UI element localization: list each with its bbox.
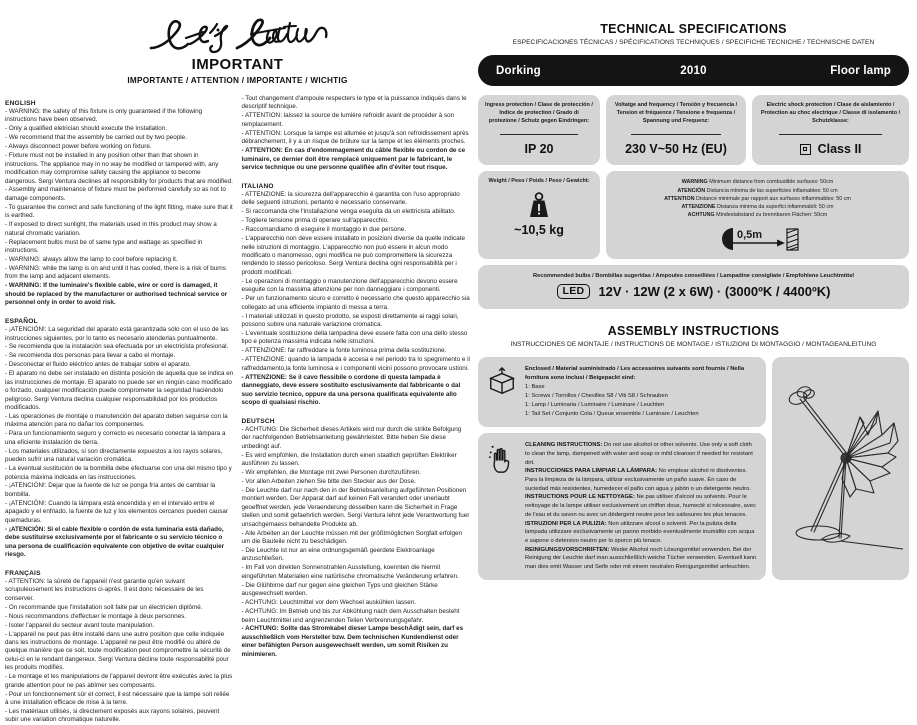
safety-paragraph: - Para un funcionamiento seguro y correcto es necesario conectar la lámpara a una eficiente instalación de tierra. xyxy=(5,430,226,446)
safety-paragraph: - Wir empfehlen, die Montage mit zwei Personen durchzuführen. xyxy=(241,469,422,477)
assembly-content-row xyxy=(478,357,909,579)
recommended-bulbs-value-row xyxy=(557,284,831,299)
recommended-bulbs-card xyxy=(478,265,909,309)
cleaning-instruction-block: ISTRUZIONI PER LA PULIZIA: Non utilizzare alcool o solventi. Per la pulizia della lampada utilizzare esclusivamente un panno morbido eventualmente inumidito con acqua e sapone o detersivo neutro per lo sporco più tenace. xyxy=(525,520,755,544)
weight-card xyxy=(478,171,600,259)
weight-icon xyxy=(524,191,554,221)
voltage-frequency-label: Voltatge and frequency / Tensión y frecuencia / Tension et fréquence / Tensione e frequenza / Spannung und Frequenz: xyxy=(614,102,738,124)
cleaning-hand-icon xyxy=(487,443,517,475)
language-heading: ITALIANO xyxy=(241,182,274,190)
technical-specifications-panel xyxy=(474,0,917,648)
floor-lamp-illustration xyxy=(778,361,903,576)
safety-paragraph: - WARNING: always allow the lamp to cool before replacing it. xyxy=(5,255,178,263)
recommended-bulbs-label: Recommended bulbs / Bombillas sugeridas / Ampoules conseillées / Lampadine consigliate / Empfohlene Leuchtmittel xyxy=(533,273,854,280)
safety-paragraph: - Las operaciones de montaje o manutención del aparato deben seguirse con la máxima atención para no dañar los componentes. xyxy=(5,412,228,429)
safety-paragraph: - La eventual sustitución de la bombilla debe efectuarse con una del mismo tipo y potencia máxima indicada en las instrucciones. xyxy=(5,465,232,481)
open-box-icon-wrapper xyxy=(487,365,517,419)
spec-card-row-1 xyxy=(478,95,909,165)
recommended-bulbs-value: 12V · 12W (2 x 6W) · (3000ºK / 4400ºK) xyxy=(598,284,831,300)
voltage-frequency-card xyxy=(606,95,746,165)
divider xyxy=(500,134,578,135)
legal-column-1 xyxy=(5,95,234,725)
enclosed-contents-text xyxy=(525,365,757,419)
safety-paragraph: - Nous recommandons d'effectuer le montage à deux personnes. xyxy=(5,612,187,620)
safety-paragraph-emphasised: - ATTENTION: En cas d'endommagement du câble flexible ou cordon de ce luminaire, ce dernier doit être remplacé uniquement par le fabricant, le service technique ou une personne qualifiée afin d'éviter tout risque. xyxy=(241,147,466,171)
safety-paragraph: - Le montage et les manipulations de l'appareil devront être exécutés avec la plus grande attention pour ne pas abîmer ses composants. xyxy=(5,673,233,689)
enclosed-item-list xyxy=(525,383,757,419)
cleaning-instruction-tag: ISTRUZIONI PER LA PULIZIA: xyxy=(525,520,607,527)
safety-paragraph: - El aparato no debe ser instalado en distinta posición de aquella que se indica en las instrucciones de montaje. El aparato no puede ser en ningún caso modificado o forzado, cualquier modificación puede comprometer la seguridad haciéndolo peligroso. Sergi Ventura declina cualquier responsabilidad por los productos modificados. xyxy=(5,370,234,411)
assembly-text-column xyxy=(478,357,766,579)
cleaning-instruction-block: CLEANING INSTRUCTIONS: Do not use alcohol or other solvents. Use only a soft cloth to clean the lamp, dampened with water and soap or mild cleanser if needed for resistant dirt. xyxy=(525,442,753,466)
safety-paragraph: - Alle Arbeiten an der Leuchte müssen mit der größtmöglichen Sorgfalt erfolgen um die Bauteile nicht zu beschädigen. xyxy=(241,529,463,546)
safety-paragraph: - On recommande que l'installation soit faite par un électricien diplômé. xyxy=(5,603,203,611)
safety-paragraph: - ACHTUNG: Die Sicherheit dieses Artikels wird nur durch die strikte Befolgung der nachfolgenden Betriebsanleitung gewährleistet. Bitte heben Sie diese unbedingt auf. xyxy=(241,425,462,450)
safety-paragraph: - If exposed to direct sunlight, the materials used in this product may show a natural chromatic variation. xyxy=(5,221,217,237)
led-badge-icon: LED xyxy=(557,284,591,299)
safety-paragraph: - L'appareil ne peut pas être installé dans une autre position que celle indiquée dans les instructions de montage. L'appareil ne peut être modifié ou altéré de quelque manière que ce soit, toute modification peut compromettre la sécurité de celui-ci en le rendant dangereux. Sergi Ventura décline toute responsabilité pour les produits modifiés. xyxy=(5,630,231,672)
shock-protection-card xyxy=(752,95,909,165)
safety-paragraph: - ¡ATENCIÓN!: La seguridad del aparato está garantizada sólo con el uso de las instrucciones siguientes, por lo tanto es necesario atenderlas puntualmente. xyxy=(5,326,229,342)
safety-paragraph: - Fixture must not be installed in any position other than that shown in instructions. The appliance may in no way be modified or tampered with, any modification may compromise safety causing the appliance to become dangerous. Sergi Ventura declines all responsibility for products that are modified. xyxy=(5,152,233,185)
tech-spec-subtitle: ESPECIFICACIONES TÉCNICAS / SPÉCIFICATIONS TECHNIQUES / SPECIFICHE TECNICHE / TECHNISCHE DATEN xyxy=(512,39,875,46)
safety-paragraph: - Only a qualified eletrician should execute the installation. xyxy=(5,125,168,133)
section-spacer xyxy=(5,560,234,565)
weight-value: ~10,5 kg xyxy=(514,223,564,238)
safety-paragraph: - ATTENTION: la sûreté de l'appareil n'est garantie qu'en suivant scrupuleusement les instructions ci-après. Il est donc nécessaire de les conserver. xyxy=(5,577,204,602)
ingress-protection-card xyxy=(478,95,600,165)
safety-paragraph: - ATTENTION: Lorsque la lampe est allumée et jusqu'à son refroidissement après débranchement, il y a un risque de brûlure sur la lampe et les éléments proches. xyxy=(241,129,469,146)
language-heading: FRANÇAIS xyxy=(5,569,41,577)
weight-label: Weight / Peso / Poids / Peso / Gewicht: xyxy=(488,178,590,185)
distance-diagram-icon xyxy=(713,224,803,252)
section-spacer xyxy=(242,173,471,178)
ingress-protection-label: Ingress protection / Clase de protección / Indice de protection / Grado di protezione / Schutz gegen Eindringen: xyxy=(485,102,593,124)
safety-paragraph: - We recommend that the assembly be carried out by two people. xyxy=(5,134,187,142)
language-heading: ESPAÑOL xyxy=(5,318,38,326)
safety-paragraph: - Per un funzionamento sicuro e corretto è necessario che questo apparecchio sia collegato ad una efficiente impianto di messa a terra. xyxy=(241,295,470,311)
safety-paragraph-emphasised: - ATTENZIONE: Se il cavo flessibile o cordone di questa lampada è danneggiato, deve essere sostituito esclusivamente dal fabbricante o dal suo servizio tecnico, oppure da una persona qualificata equivalente allo scopo di qualsiasi rischio. xyxy=(241,373,461,406)
spec-card-row-2 xyxy=(478,171,909,259)
legal-column-2 xyxy=(242,95,471,725)
section-spacer xyxy=(242,408,471,413)
distance-warning-line: ACHTUNG Mindestabstand zu brennbaren Flächen: 50cm xyxy=(687,212,828,219)
safety-paragraph: - ATTENZIONE: la sicurezza dell'apparecchio è garantita con l'uso appropriato delle seguenti istruzioni, pertanto è necessario conservarle. xyxy=(241,190,460,207)
distance-warning-line: ATTENTION Distance minimale par rapport aux surfaces inflammables: 50 cm xyxy=(664,195,851,202)
safety-paragraph: - Pour un fonctionnement sûr et correct, il est nécessaire que la lampe soit reliée à une installation efficace de mise à la terre. xyxy=(5,690,230,706)
safety-paragraph: - Togliere tensione prima di operare sull'apparecchio. xyxy=(241,217,389,225)
enclosed-item: 1: Tail Set / Conjunto Cola / Queue ensemble / Luminare / Leuchten xyxy=(525,411,699,418)
safety-paragraph: - Vor allen Arbeiten ziehen Sie bitte den Stecker aus der Dose. xyxy=(241,478,416,485)
open-box-icon xyxy=(487,367,517,397)
minimum-distance-card xyxy=(606,171,909,259)
cleaning-instruction-tag: CLEANING INSTRUCTIONS: xyxy=(525,442,603,449)
safety-paragraph-emphasised: - ACHTUNG: Sollte das Stromkabel dieser Lampe beschÄdigt sein, darf es ausschließlich vom Hersteller bzw. Dem technischen Kundendienst oder einer befähigten Person ausgewechselt werden, um somit Risiken zu minimieren. xyxy=(241,625,464,658)
model-year: 2010 xyxy=(680,64,707,77)
safety-paragraph-emphasised: - ¡ATENCIÓN: Si el cable flexible o cordón de esta luminaria está dañado, debe sustituirse exclusivamente por el fabricante o su servicio técnico o una persona de cualificación equivalente con objetivo de evitar cualquier riesgo. xyxy=(5,525,225,558)
class-two-double-insulation-icon xyxy=(800,144,811,155)
safety-paragraph: - L'eventuale sostituzione della lampadina deve essere fatta con una dello stesso tipo e potenza massima indicata nelle istruzioni. xyxy=(241,329,468,346)
brand-header xyxy=(5,6,470,85)
safety-paragraph: - ACHTUNG: Im Betrieb und bis zur Abkühlung nach dem Ausschalten besteht beim Leuchtmittel und angrenzenden Teilen Verbrennungsgefahr. xyxy=(241,608,460,624)
safety-paragraph: - To guarantee the correct and safe functioning of the light fitting, make sure that it is earthed. xyxy=(5,203,233,220)
shock-protection-label: Electric shock protection / Clase de aislamiento / Protection au choc electrique / Classe di isolamento / Schutzklasse: xyxy=(760,102,901,124)
safety-paragraph: - WARNING: while the lamp is on and until it has cooled, there is a risk of burns from the lamp and adjacent elements. xyxy=(5,264,226,281)
distance-warning-line: ATENCIÓN Distancia mínima de las superficies inflamables: 50 cm xyxy=(677,187,838,194)
distance-warning-tag: ATTENTION xyxy=(664,195,697,202)
model-identification-bar xyxy=(478,55,909,86)
safety-paragraph: - I materiali utilizzati in questo prodotto, se esposti direttamente ai raggi solari, possono subire una naturale variazione cromatica. xyxy=(241,312,459,328)
cleaning-hand-icon-wrapper xyxy=(487,441,517,571)
safety-paragraph: - Tout changement d'ampoule respecters le type et la puissance indiqués dans le descriptif technique. xyxy=(241,95,467,111)
distance-figure-label: 0,5m xyxy=(736,229,762,242)
legal-text-columns xyxy=(5,95,470,725)
safety-paragraph: - Die Leuchte darf nur nach den in der Betriebsanleitung aufgeführten Positionen montiert werden. Der Apparat darf auf keinen Fall verandert oder unerlaubt geoeffnet werden, jede Veraenderung desselben kann die Sicherheit in Frage stellen und somit gefaehrlich werden. Sergi Ventura lehnt jede Verantwortung fuer unsachgemaess behandelte Produkte ab. xyxy=(241,486,470,528)
enclosed-item: 1: Screws / Tornillos / Chevilles S8 / Viti S8 / Schrauben xyxy=(525,393,668,400)
enclosed-item: 1: Base xyxy=(525,384,545,391)
distance-warning-tag: ATENCIÓN xyxy=(677,187,707,194)
safety-paragraph: - ACHTUNG: Leuchtmittel vor dem Wechsel auskühlen lassen. xyxy=(241,599,417,607)
distance-warning-line: WARNING Minimum distance from combustible surfaces: 50cm xyxy=(681,179,834,186)
divider xyxy=(779,134,882,135)
safety-paragraph: - Se recomienda que la instalación sea efectuada por un electricista profesional. xyxy=(5,343,229,351)
safety-paragraph: - L'apparecchio non deve essere installato in posizioni diverse da quelle indicate nelle istruzioni di montaggio. L'apparecchio non può essere in alcun modo modificato o manomesso, ogni modifica ne può compromettere la sicurezza rendendo lo stesso pericoloso. Sergi Ventura declina ogni responsabilità per i prodotti modificati. xyxy=(241,235,465,276)
cleaning-instruction-block: INSTRUCTIONS POUR LE NETTOYAGE: Ne pas utiliser d'alcool ou solvents. Pour le nettoyage de la lampe utiliser exclusivement un chiffon doux, humecté si nécessaire, avec de l'eau et du savon ou avec un dédergent neutre pour les salissures les plus tenaces. xyxy=(525,494,756,518)
safety-paragraph: - ¡ATENCIÓN!: Cuando la lámpara está encendida y en el intervalo entre el apagado y el enfriado, la fuente de luz y los elementos cercanos pueden causar quemaduras. xyxy=(5,499,228,524)
safety-paragraph: - Si raccomanda che l'installazione venga eseguita da un elettricista abilitato. xyxy=(241,208,456,216)
distance-warning-tag: ATTENZIONE xyxy=(681,204,717,210)
enclosed-contents-card xyxy=(478,357,766,427)
safety-paragraph: - Le operazioni di montaggio o manutenzione dell'apparecchio devono essere eseguite con la massima attenzione per non danneggiare i componenti. xyxy=(241,277,458,294)
distance-warning-tag: WARNING xyxy=(681,179,710,186)
sergi-ventura-signature-logo xyxy=(143,14,333,56)
cleaning-instruction-block: REINIGUNGSVORSCHRIFTEN: Weder Alkohol noch Lösungsmittel verwenden. Bei der Reinigung der Leuchte darf man ausschließlich weiche Tücher verwenden. Eventuell kann man dies emit Wasser und Seife oder mit einem neutralen Reinigungsmittel anfeuchten. xyxy=(525,546,757,570)
minimum-distance-warning-lines xyxy=(664,178,851,219)
safety-paragraph: - Les matériaux utilisés, si directement exposés aux rayons solaires, peuvent subir une variation chromatique naturelle. xyxy=(5,707,220,724)
safety-paragraph: - Es wird empfohlen, die Installation durch einen staatlich geprüften Elektriker ausführen zu lassen. xyxy=(241,451,457,468)
distance-warning-tag: ACHTUNG xyxy=(687,212,717,219)
safety-paragraph: - Raccomandiamo di eseguire il montaggio in due persone. xyxy=(241,226,407,234)
safety-paragraph-emphasised: - WARNING: If the luminaire's flexible cable, wire or cord is damaged, it should be replaced by the manufacturer or authorised technical service or personnel only in order to avoid risk. xyxy=(5,282,228,307)
safety-paragraph: - WARNING: the safety of this fixture is only guaranteed if the following instructions have been observed. xyxy=(5,108,203,124)
safety-paragraph: - Desconectar el fluido eléctrico antes de trabajar sobre el aparato. xyxy=(5,361,191,369)
safety-paragraph: - Replacement bulbs must be of same type and wattage as specified in instructions. xyxy=(5,238,203,254)
page-title: IMPORTANT xyxy=(191,56,284,73)
safety-paragraph: - Assembly and maintenance of fixture must be performed carefully so as not to damage components. xyxy=(5,186,226,202)
safety-paragraph: - Los materiales utilizados, si son directamente expuestos a los rayos solares, pueden sufrir una natural variación cromática. xyxy=(5,447,223,464)
cleaning-instruction-tag: INSTRUCCIONES PARA LIMPIAR LA LÁMPARA: xyxy=(525,468,658,475)
shock-protection-value: Class II xyxy=(817,142,862,157)
cleaning-instruction-tag: INSTRUCTIONS POUR LE NETTOYAGE: xyxy=(525,494,635,501)
assembly-instructions-title: ASSEMBLY INSTRUCTIONS xyxy=(607,324,780,339)
safety-paragraph: - Se recomienda dos personas para llevar a cabo el montaje. xyxy=(5,352,176,360)
enclosed-item: 1: Lamp / Luminaria / Luminaire / Luminare / Leuchten xyxy=(525,402,665,409)
enclosed-heading: Enclosed / Material suministrado / Les accessoires suivants sont fournis / Nella fornitura sono inclusi / Beigepackt sind: xyxy=(525,366,745,382)
assembly-instructions-subtitle: INSTRUCCIONES DE MONTAJE / INSTRUCTIONS DE MONTAGE / ISTIUZIONI DI MONTAGGIO / MONTAGEANLEITUNG xyxy=(510,341,877,349)
model-name: Dorking xyxy=(496,64,541,77)
model-type: Floor lamp xyxy=(830,64,891,77)
ingress-protection-value: IP 20 xyxy=(524,142,554,157)
product-illustration-card xyxy=(772,357,909,579)
voltage-frequency-value: 230 V~50 Hz (EU) xyxy=(625,142,727,157)
page-subtitle: IMPORTANTE / ATTENTION / IMPORTANTE / WICHTIG xyxy=(127,76,348,85)
language-heading: DEUTSCH xyxy=(241,417,275,425)
distance-warning-line: ATTENZIONE Distanza minima da superfici infiammabili: 50 cm xyxy=(681,204,834,210)
safety-paragraph: - Always disconnect power before working on fixture. xyxy=(5,143,152,151)
minimum-distance-figure xyxy=(713,224,803,252)
cleaning-instructions-text xyxy=(525,441,757,571)
safety-paragraph: - ATTENTION: laissez la source de lumière refroidir avant de procéder à son remplacement. xyxy=(241,112,455,128)
safety-paragraph: - ATTENZIONE: quando la lampada è accesa e nel periodo tra lo spegnimento e il raffreddamento,la fonte luminosa e i componenti vicini possono provocare ustioni. xyxy=(241,356,470,372)
language-heading: ENGLISH xyxy=(5,100,36,107)
safety-paragraph: - Isoler l'appareil du secteur avant toute manipulation. xyxy=(5,621,155,629)
cleaning-instructions-card xyxy=(478,433,766,579)
safety-paragraph: - ATTENZIONE: far raffreddare la fonte luminosa prima della sostituzione. xyxy=(241,347,447,355)
safety-paragraph: - Die Glühbirne darf nur gegen eine gleichen Typs und gleichen Stärke ausgewechselt werden. xyxy=(241,581,438,598)
section-spacer xyxy=(5,308,234,313)
cleaning-instruction-block: INSTRUCCIONES PARA LIMPIAR LA LÁMPARA: No emplear alcohol ni disolventes. Para la limpieza de la lámpara, utilizar exclusivamente un paño suave. En caso de suciedad más resistentes, humedecer el paño con agua y jabón o un detergente neutro. xyxy=(525,468,751,492)
safety-paragraph: - Im Fall von direkten Sonnenstrahlen Ausstellung, koennten die hiermit eingeführten Materialien eine natürlische chromatische Veränderung erfahren. xyxy=(241,564,459,580)
safety-paragraph: - Die Leuchte ist nur an eine ordnungsgemäß geerdete Elektroanlage anzuschließen. xyxy=(241,547,435,563)
tech-spec-title: TECHNICAL SPECIFICATIONS xyxy=(600,22,787,36)
shock-protection-value-row xyxy=(800,142,862,156)
safety-paragraph: - ¡ATENCIÓN!: Dejar que la fuente de luz se ponga fría antes de cambiar la bombilla. xyxy=(5,482,216,498)
cleaning-instruction-tag: REINIGUNGSVORSCHRIFTEN: xyxy=(525,546,610,553)
divider xyxy=(631,134,722,135)
